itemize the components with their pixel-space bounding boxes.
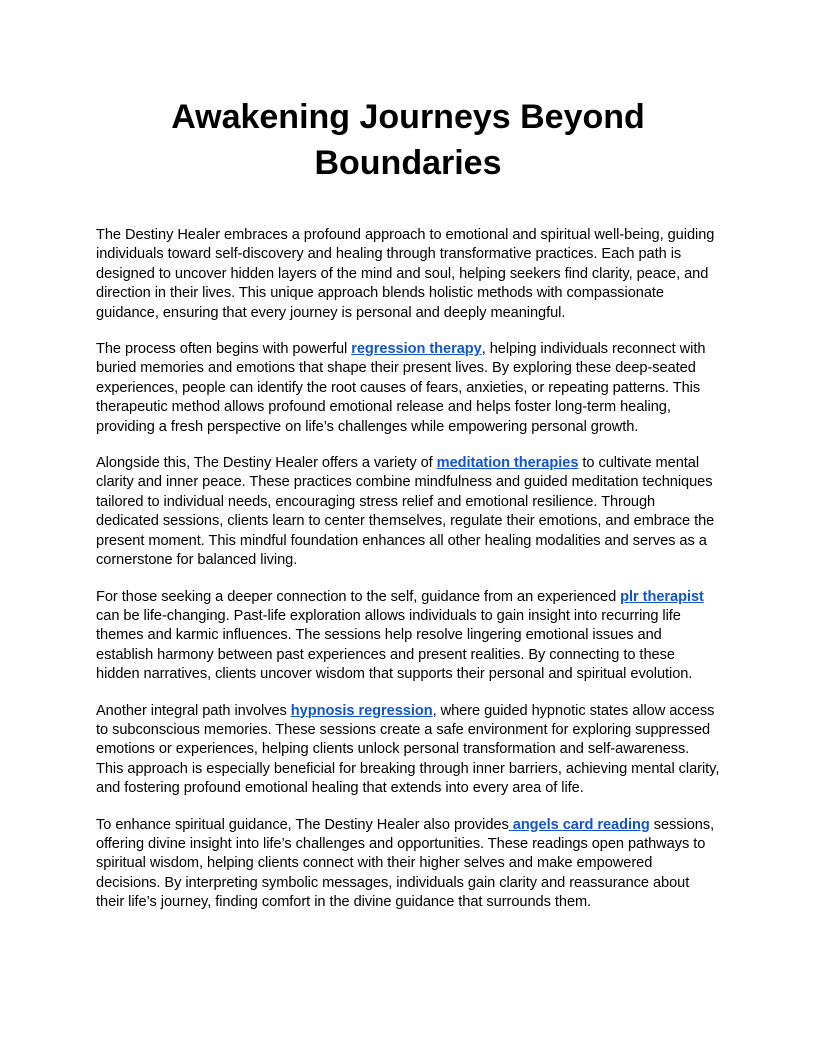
angels-card-reading-link[interactable]: angels card reading xyxy=(508,816,650,833)
paragraph-angels-card-reading xyxy=(96,816,720,913)
paragraph-text-after: , helping individuals reconnect with buried memories and emotions that shape their present lives. By exploring these deep-seated experiences, people can identify the root causes of fears, anxieties, or repeating patterns. This therapeutic method allows profound emotional release and helps foster long-term healing, providing a fresh perspective on life’s challenges while empowering personal growth. xyxy=(96,341,706,435)
paragraph-text-before: The process often begins with powerful xyxy=(96,341,352,358)
paragraph-text-before: To enhance spiritual guidance, The Destiny Healer also provides xyxy=(96,816,509,833)
document-body xyxy=(96,226,720,930)
paragraph-regression-therapy xyxy=(96,340,720,437)
paragraph-text-before: Alongside this, The Destiny Healer offers a variety of xyxy=(96,455,437,472)
paragraph-text-after: , where guided hypnotic states allow access to subconscious memories. These sessions create a safe environment for exploring suppressed emotions or experiences, helping clients unlock personal transformation and self-awareness. This approach is especially beneficial for breaking through inner barriers, achieving mental clarity, and fostering profound emotional healing that extends into every area of life. xyxy=(96,702,720,797)
paragraph-intro: The Destiny Healer embraces a profound approach to emotional and spiritual well-being, guiding individuals toward self-discovery and healing through transformative practices. Each path is designed to uncover hidden layers of the mind and soul, helping seekers find clarity, peace, and direction in their lives. This unique approach blends holistic methods with compassionate guidance, ensuring that every journey is personal and deeply meaningful. xyxy=(96,227,715,321)
paragraph-plr-therapist xyxy=(96,588,720,685)
paragraph-text-after: can be life-changing. Past-life exploration allows individuals to gain insight into recurring life themes and karmic influences. The sessions help resolve lingering emotional issues and establish harmony between past experiences and present realities. By connecting to these hidden narratives, clients uncover wisdom that supports their personal and spiritual evolution. xyxy=(96,607,693,683)
regression-therapy-link[interactable]: regression therapy xyxy=(351,341,482,358)
paragraph-text-before: For those seeking a deeper connection to the self, guidance from an experienced xyxy=(96,588,621,605)
paragraph-hypnosis-regression xyxy=(96,702,720,799)
paragraph-text-after: to cultivate mental clarity and inner peace. These practices combine mindfulness and guided meditation techniques tailored to individual needs, encouraging stress relief and emotional resilience. Through dedicated sessions, clients learn to center themselves, regulate their emotions, and embrace the present moment. This mindful foundation enhances all other healing modalities and serves as a cornerstone for balanced living. xyxy=(96,455,715,569)
paragraph-meditation-therapies xyxy=(96,454,720,570)
paragraph-text-after: sessions, offering divine insight into life’s challenges and opportunities. These readings open pathways to spiritual wisdom, helping clients connect with their higher selves and make empowered decisions. By interpreting symbolic messages, individuals gain clarity and reassurance about their life’s journey, finding comfort in the divine guidance that surrounds them. xyxy=(96,816,715,911)
plr-therapist-link[interactable]: plr therapist xyxy=(620,588,704,605)
meditation-therapies-link[interactable]: meditation therapies xyxy=(436,455,579,472)
paragraph-text-before: Another integral path involves xyxy=(96,702,291,719)
hypnosis-regression-link[interactable]: hypnosis regression xyxy=(290,702,433,719)
page-title: Awakening Journeys Beyond Boundaries xyxy=(171,98,645,182)
